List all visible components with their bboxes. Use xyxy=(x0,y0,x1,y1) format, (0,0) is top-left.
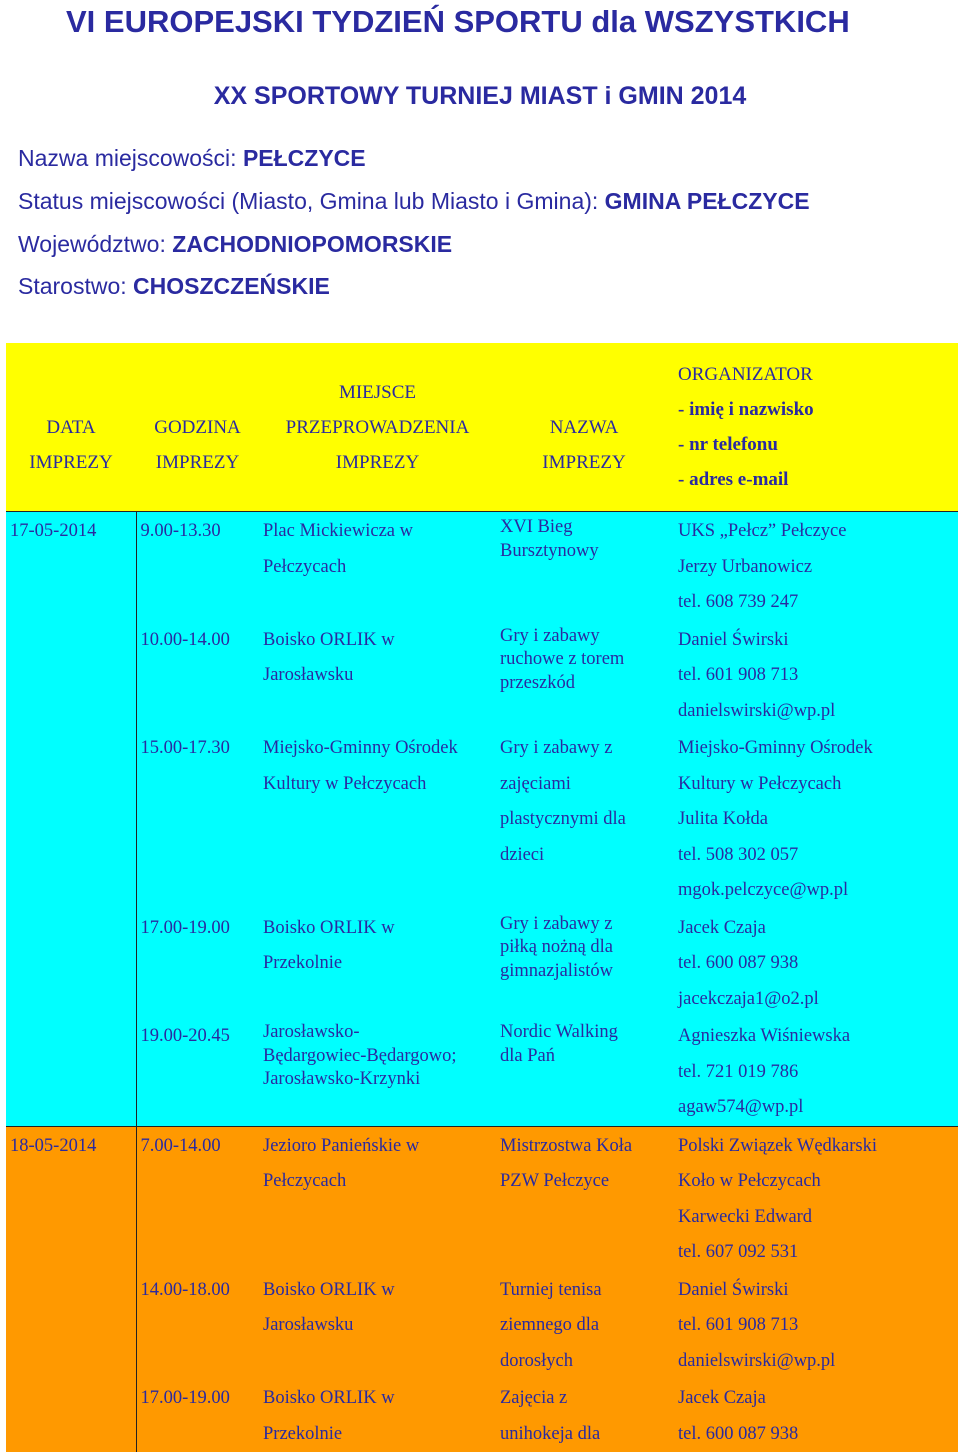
cell-organizer-line: tel. 600 087 938 xyxy=(678,1417,954,1452)
header-line: NAZWA xyxy=(496,410,672,445)
cell-organizer-line: tel. 608 739 247 xyxy=(678,585,954,621)
cell-organizer xyxy=(672,512,958,621)
header-line: - imię i nazwisko xyxy=(678,392,958,427)
cell-organizer-line: UKS „Pełcz” Pełczyce xyxy=(678,514,954,550)
table-row xyxy=(6,1271,958,1380)
cell-organizer-line: tel. 601 908 713 xyxy=(678,1308,954,1344)
info-starostwo xyxy=(18,273,330,300)
cell-name-line: dla Pań xyxy=(500,1045,668,1069)
cell-organizer-line: tel. 508 302 057 xyxy=(678,838,954,874)
header-place xyxy=(259,343,496,512)
cell-name-line: Gry i zabawy z xyxy=(500,913,668,937)
header-line: PRZEPROWADZENIA xyxy=(259,410,496,445)
cell-name-line: unihokeja dla xyxy=(500,1417,668,1452)
cell-name-line: Turniej tenisa xyxy=(500,1273,668,1309)
header-line: ORGANIZATOR xyxy=(678,357,958,392)
cell-organizer-line: danielswirski@wp.pl xyxy=(678,694,954,730)
cell-time: 10.00-14.00 xyxy=(136,621,259,730)
cell-name-line: Gry i zabawy xyxy=(500,625,668,649)
cell-place-line: Boisko ORLIK w xyxy=(263,911,492,947)
cell-organizer-line: Kultury w Pełczycach xyxy=(678,767,954,803)
header-line: IMPREZY xyxy=(6,445,136,480)
header-line: - nr telefonu xyxy=(678,427,958,462)
cell-name-line: dzieci xyxy=(500,838,668,874)
info-status xyxy=(18,188,810,215)
cell-name-line: ruchowe z torem xyxy=(500,648,668,672)
cell-place-line: Jarosławsko- xyxy=(263,1021,492,1045)
cell-organizer xyxy=(672,1271,958,1380)
cell-place-line: Jezioro Panieńskie w xyxy=(263,1129,492,1165)
info-nazwa xyxy=(18,145,366,172)
cell-name xyxy=(496,1379,672,1452)
cell-name-line: piłką nożną dla xyxy=(500,936,668,960)
cell-organizer-line: Jerzy Urbanowicz xyxy=(678,550,954,586)
header-line: GODZINA xyxy=(136,410,259,445)
cell-organizer-line: jacekczaja1@o2.pl xyxy=(678,982,954,1018)
cell-place xyxy=(259,1379,496,1452)
header-line: IMPREZY xyxy=(136,445,259,480)
table-row xyxy=(6,1126,958,1271)
cell-organizer-line: Koło w Pełczycach xyxy=(678,1164,954,1200)
cell-organizer-line: Agnieszka Wiśniewska xyxy=(678,1019,954,1055)
cell-organizer-line: tel. 607 092 531 xyxy=(678,1235,954,1271)
cell-place xyxy=(259,512,496,621)
cell-time: 9.00-13.30 xyxy=(136,512,259,621)
cell-place-line: Plac Mickiewicza w xyxy=(263,514,492,550)
cell-time: 19.00-20.45 xyxy=(136,1017,259,1126)
cell-organizer-line: tel. 721 019 786 xyxy=(678,1055,954,1091)
cell-organizer-line: Daniel Świrski xyxy=(678,1273,954,1309)
cell-organizer xyxy=(672,1017,958,1126)
cell-organizer-line: agaw574@wp.pl xyxy=(678,1090,954,1126)
table-row xyxy=(6,512,958,621)
cell-place xyxy=(259,1271,496,1380)
cell-name-line: gimnazjalistów xyxy=(500,960,668,984)
info-label: Status miejscowości (Miasto, Gmina lub Miasto i Gmina): xyxy=(18,188,605,214)
cell-name xyxy=(496,909,672,1018)
cell-organizer-line: danielswirski@wp.pl xyxy=(678,1344,954,1380)
cell-name xyxy=(496,1271,672,1380)
table-row xyxy=(6,621,958,730)
header-line: IMPREZY xyxy=(259,445,496,480)
cell-organizer-line: tel. 601 908 713 xyxy=(678,658,954,694)
cell-date: 18-05-2014 xyxy=(6,1126,136,1452)
cell-organizer xyxy=(672,621,958,730)
table-row xyxy=(6,1017,958,1126)
cell-name xyxy=(496,1126,672,1271)
cell-place-line: Kultury w Pełczycach xyxy=(263,767,492,803)
cell-time: 17.00-19.00 xyxy=(136,1379,259,1452)
header-name xyxy=(496,343,672,512)
cell-name-line: dorosłych xyxy=(500,1344,668,1380)
header-line: - adres e-mail xyxy=(678,462,958,497)
info-label: Województwo: xyxy=(18,231,172,257)
header-date xyxy=(6,343,136,512)
document-title: VI EUROPEJSKI TYDZIEŃ SPORTU dla WSZYSTKICH xyxy=(66,4,850,40)
header-line: DATA xyxy=(6,410,136,445)
cell-name xyxy=(496,1017,672,1126)
cell-name-line: Bursztynowy xyxy=(500,540,668,564)
cell-organizer xyxy=(672,729,958,909)
cell-date: 17-05-2014 xyxy=(6,512,136,1127)
cell-organizer xyxy=(672,909,958,1018)
cell-name-line: ziemnego dla xyxy=(500,1308,668,1344)
cell-name-line: Zajęcia z xyxy=(500,1381,668,1417)
info-label: Nazwa miejscowości: xyxy=(18,145,243,171)
cell-organizer-line: Karwecki Edward xyxy=(678,1200,954,1236)
cell-place-line: Boisko ORLIK w xyxy=(263,623,492,659)
info-value: PEŁCZYCE xyxy=(243,145,366,171)
cell-place xyxy=(259,1017,496,1126)
cell-place-line: Miejsko-Gminny Ośrodek xyxy=(263,731,492,767)
cell-place-line: Będargowiec-Będargowo; xyxy=(263,1045,492,1069)
cell-organizer-line: Polski Związek Wędkarski xyxy=(678,1129,954,1165)
cell-time: 17.00-19.00 xyxy=(136,909,259,1018)
table-row xyxy=(6,909,958,1018)
table-row xyxy=(6,729,958,909)
cell-place-line: Przekolnie xyxy=(263,946,492,982)
cell-name-line: PZW Pełczyce xyxy=(500,1164,668,1200)
cell-organizer-line: mgok.pelczyce@wp.pl xyxy=(678,873,954,909)
header-line: IMPREZY xyxy=(496,445,672,480)
cell-time: 7.00-14.00 xyxy=(136,1126,259,1271)
cell-organizer xyxy=(672,1126,958,1271)
cell-time: 14.00-18.00 xyxy=(136,1271,259,1380)
cell-place xyxy=(259,1126,496,1271)
cell-name-line: plastycznymi dla xyxy=(500,802,668,838)
cell-organizer-line: Jacek Czaja xyxy=(678,1381,954,1417)
cell-place-line: Boisko ORLIK w xyxy=(263,1381,492,1417)
cell-organizer-line: Jacek Czaja xyxy=(678,911,954,947)
cell-place xyxy=(259,729,496,909)
cell-organizer-line: tel. 600 087 938 xyxy=(678,946,954,982)
info-value: GMINA PEŁCZYCE xyxy=(605,188,810,214)
cell-place xyxy=(259,909,496,1018)
cell-place-line: Przekolnie xyxy=(263,1417,492,1452)
cell-place-line: Jarosławsku xyxy=(263,1308,492,1344)
cell-organizer-line: Daniel Świrski xyxy=(678,623,954,659)
cell-place-line: Jarosławsku xyxy=(263,658,492,694)
cell-name-line: XVI Bieg xyxy=(500,516,668,540)
header-line: MIEJSCE xyxy=(259,375,496,410)
cell-name xyxy=(496,512,672,621)
cell-name-line: Mistrzostwa Koła xyxy=(500,1129,668,1165)
cell-organizer xyxy=(672,1379,958,1452)
cell-time: 15.00-17.30 xyxy=(136,729,259,909)
cell-place-line: Pełczycach xyxy=(263,550,492,586)
info-wojewodztwo xyxy=(18,231,452,258)
info-value: ZACHODNIOPOMORSKIE xyxy=(172,231,452,257)
cell-name-line: Gry i zabawy z xyxy=(500,731,668,767)
events-table xyxy=(6,343,958,1452)
info-value: CHOSZCZEŃSKIE xyxy=(133,273,330,299)
cell-place xyxy=(259,621,496,730)
cell-name-line: Nordic Walking xyxy=(500,1021,668,1045)
cell-organizer-line: Miejsko-Gminny Ośrodek xyxy=(678,731,954,767)
table-row xyxy=(6,1379,958,1452)
cell-place-line: Pełczycach xyxy=(263,1164,492,1200)
cell-name xyxy=(496,729,672,909)
header-time xyxy=(136,343,259,512)
table-header-row xyxy=(6,343,958,512)
info-label: Starostwo: xyxy=(18,273,133,299)
cell-organizer-line: Julita Kołda xyxy=(678,802,954,838)
document-subtitle: XX SPORTOWY TURNIEJ MIAST i GMIN 2014 xyxy=(0,82,960,111)
cell-name-line: zajęciami xyxy=(500,767,668,803)
cell-name xyxy=(496,621,672,730)
cell-name-line: przeszkód xyxy=(500,672,668,696)
cell-place-line: Boisko ORLIK w xyxy=(263,1273,492,1309)
header-organizer xyxy=(672,343,958,512)
cell-place-line: Jarosławsko-Krzynki xyxy=(263,1068,492,1092)
